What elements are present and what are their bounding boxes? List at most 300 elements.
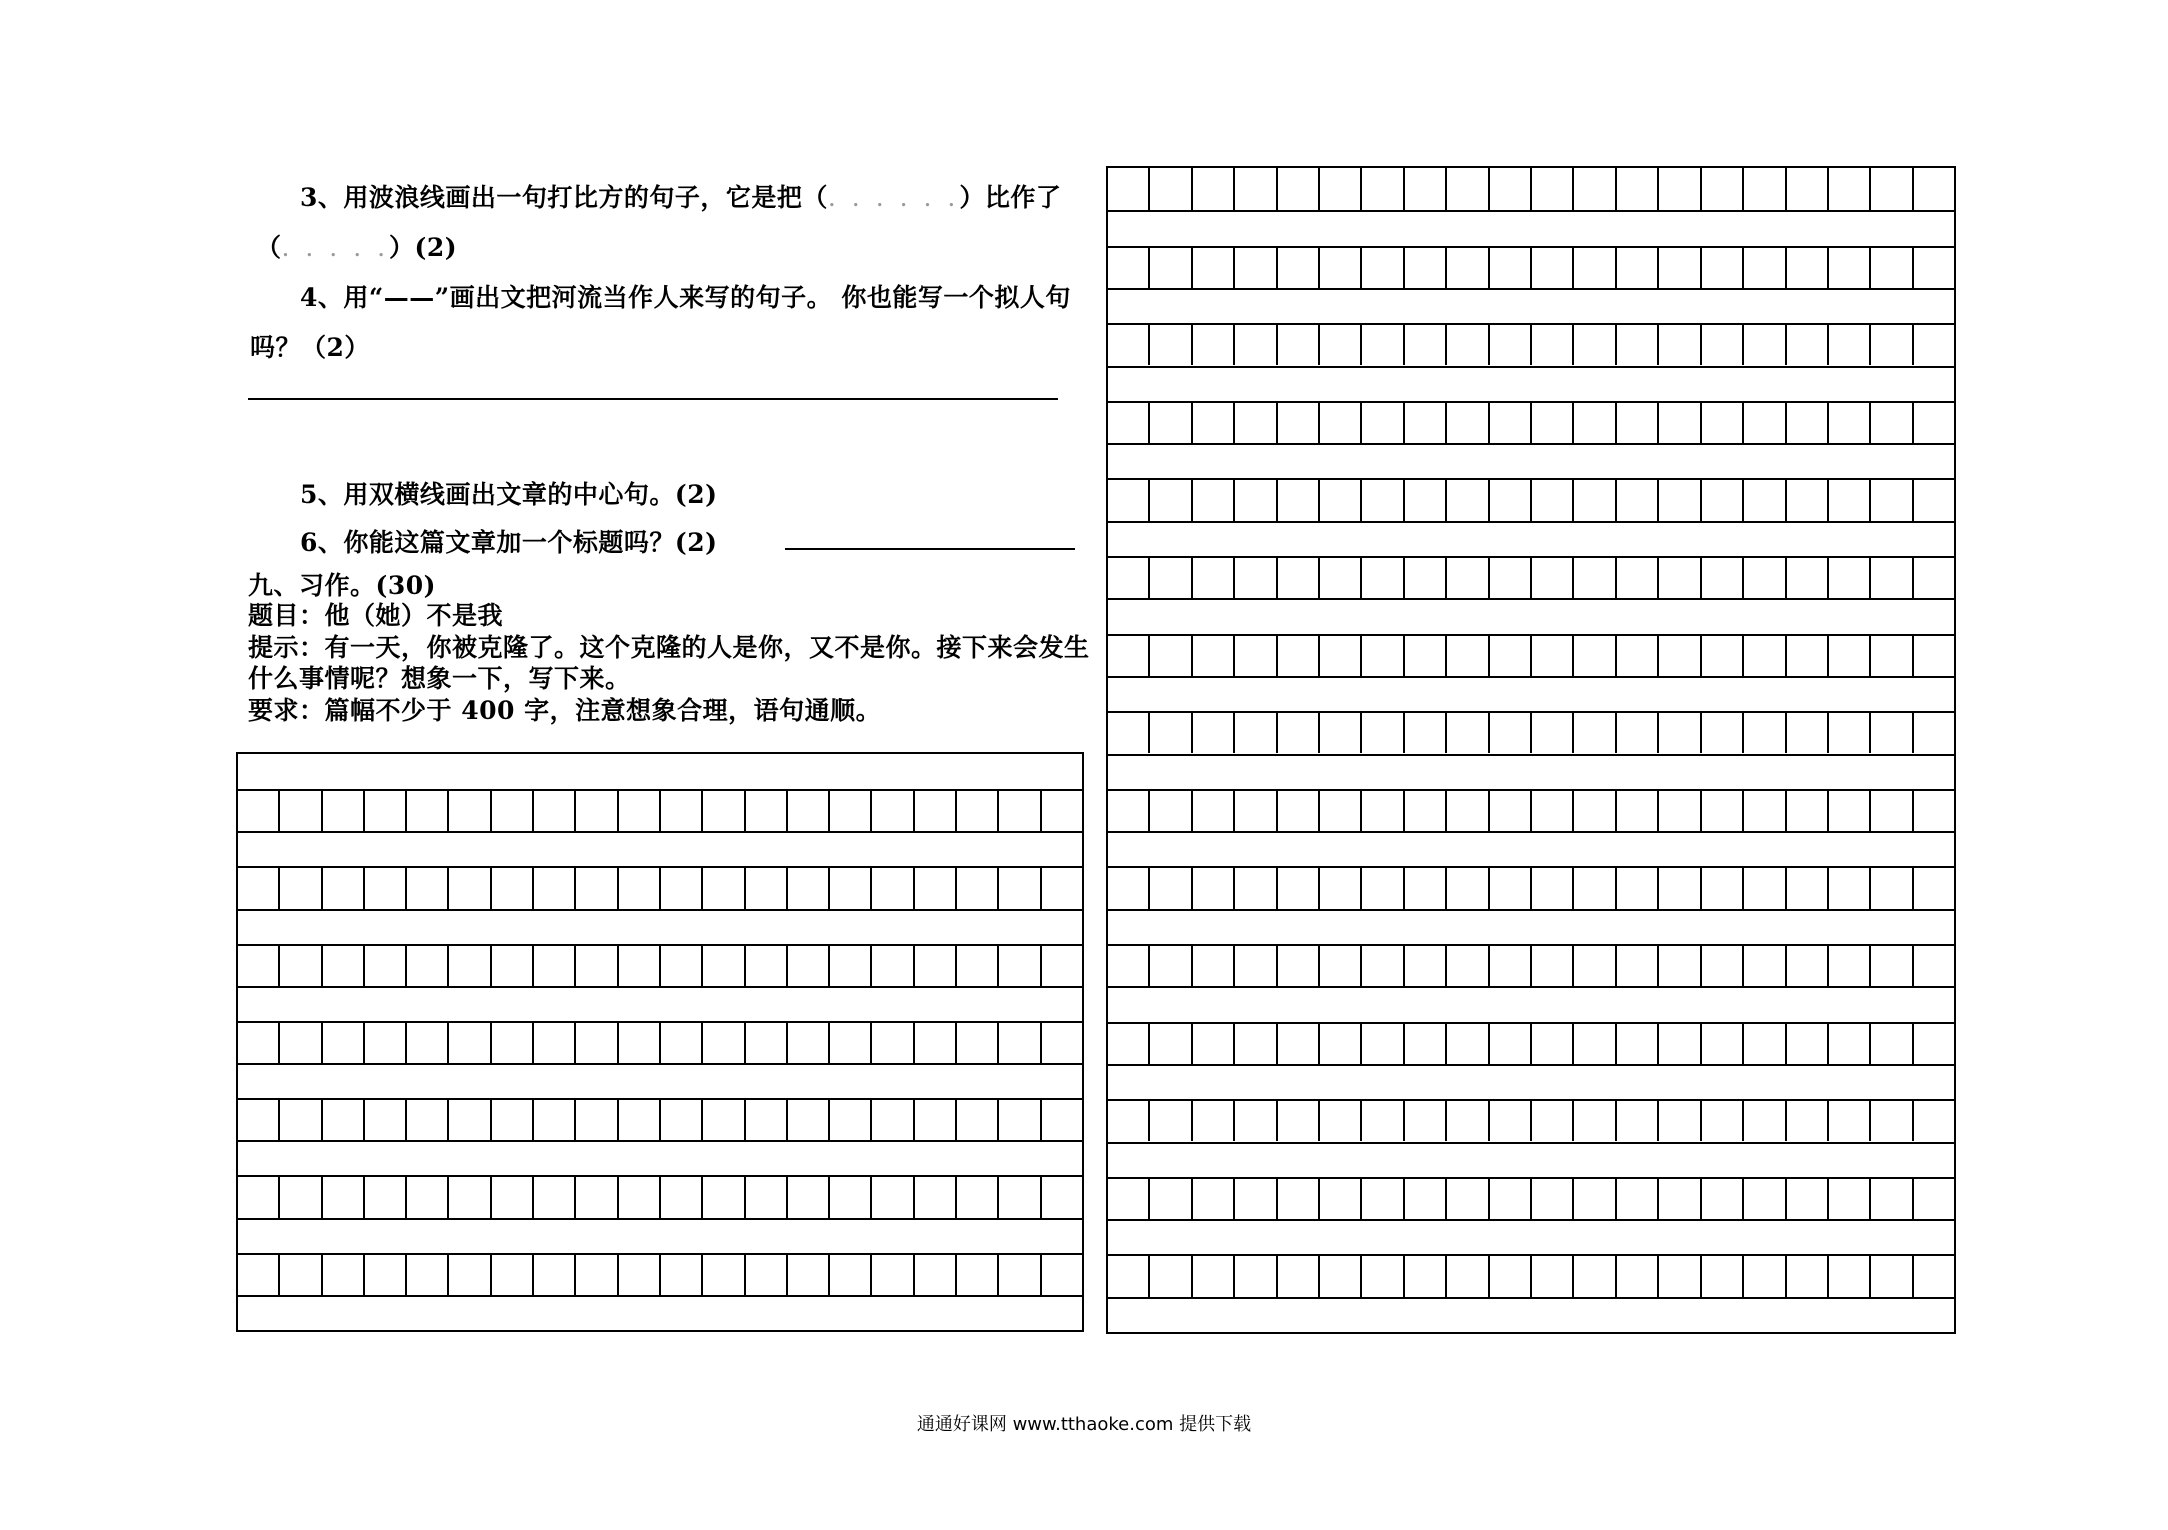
- grid-cell[interactable]: [1787, 401, 1829, 443]
- grid-cell[interactable]: [1659, 1099, 1701, 1141]
- grid-cell[interactable]: [1235, 168, 1277, 210]
- grid-cell[interactable]: [830, 789, 872, 831]
- grid-cell[interactable]: [1108, 1177, 1150, 1219]
- grid-cell[interactable]: [1362, 711, 1404, 753]
- grid-cell[interactable]: [1659, 1254, 1701, 1296]
- grid-cell[interactable]: [1235, 1177, 1277, 1219]
- grid-cell[interactable]: [280, 1021, 322, 1063]
- grid-cell[interactable]: [1574, 168, 1616, 210]
- grid-cell[interactable]: [661, 1098, 703, 1140]
- grid-cell[interactable]: [1362, 1177, 1404, 1219]
- grid-cell[interactable]: [1659, 944, 1701, 986]
- grid-cell[interactable]: [1744, 1099, 1786, 1141]
- grid-cell[interactable]: [1447, 168, 1489, 210]
- grid-cell[interactable]: [1829, 478, 1871, 520]
- grid-cell[interactable]: [788, 1253, 830, 1295]
- grid-cell[interactable]: [1914, 401, 1954, 443]
- grid-cell[interactable]: [1278, 711, 1320, 753]
- grid-cell[interactable]: [746, 789, 788, 831]
- grid-cell[interactable]: [619, 789, 661, 831]
- grid-cell[interactable]: [1871, 1022, 1913, 1064]
- grid-cell[interactable]: [1702, 789, 1744, 831]
- grid-cell[interactable]: [872, 866, 914, 908]
- grid-cell[interactable]: [1702, 1099, 1744, 1141]
- grid-cell[interactable]: [1108, 711, 1150, 753]
- grid-cell[interactable]: [872, 1098, 914, 1140]
- grid-cell[interactable]: [1744, 789, 1786, 831]
- grid-cell[interactable]: [1320, 789, 1362, 831]
- grid-cell[interactable]: [1447, 1099, 1489, 1141]
- grid-cell[interactable]: [661, 1253, 703, 1295]
- grid-cell[interactable]: [576, 1098, 618, 1140]
- grid-cell[interactable]: [1744, 1022, 1786, 1064]
- grid-cell[interactable]: [1362, 634, 1404, 676]
- grid-cell[interactable]: [1744, 401, 1786, 443]
- grid-cell[interactable]: [1744, 1254, 1786, 1296]
- grid-cell[interactable]: [1574, 478, 1616, 520]
- grid-cell[interactable]: [1744, 478, 1786, 520]
- grid-cell[interactable]: [746, 944, 788, 986]
- grid-cell[interactable]: [1574, 711, 1616, 753]
- grid-cell[interactable]: [1405, 789, 1447, 831]
- grid-cell[interactable]: [1042, 1253, 1082, 1295]
- grid-cell[interactable]: [1914, 556, 1954, 598]
- grid-cell[interactable]: [1150, 711, 1192, 753]
- grid-cell[interactable]: [1914, 168, 1954, 210]
- grid-cell[interactable]: [1659, 556, 1701, 598]
- grid-cell[interactable]: [1362, 323, 1404, 365]
- grid-cell[interactable]: [1532, 556, 1574, 598]
- grid-cell[interactable]: [1362, 246, 1404, 288]
- grid-cell[interactable]: [1702, 478, 1744, 520]
- grid-cell[interactable]: [1787, 789, 1829, 831]
- grid-cell[interactable]: [1490, 711, 1532, 753]
- grid-cell[interactable]: [449, 1175, 491, 1217]
- grid-cell[interactable]: [1235, 323, 1277, 365]
- grid-cell[interactable]: [1829, 634, 1871, 676]
- grid-cell[interactable]: [1405, 1254, 1447, 1296]
- grid-cell[interactable]: [492, 1021, 534, 1063]
- grid-cell[interactable]: [1278, 866, 1320, 908]
- grid-cell[interactable]: [915, 789, 957, 831]
- grid-cell[interactable]: [1574, 866, 1616, 908]
- grid-cell[interactable]: [1405, 168, 1447, 210]
- grid-cell[interactable]: [1787, 168, 1829, 210]
- grid-cell[interactable]: [1787, 556, 1829, 598]
- grid-cell[interactable]: [830, 1253, 872, 1295]
- grid-cell[interactable]: [534, 1175, 576, 1217]
- grid-cell[interactable]: [1150, 401, 1192, 443]
- grid-cell[interactable]: [1871, 246, 1913, 288]
- grid-cell[interactable]: [1914, 1022, 1954, 1064]
- grid-cell[interactable]: [238, 1175, 280, 1217]
- grid-cell[interactable]: [1108, 401, 1150, 443]
- grid-cell[interactable]: [915, 944, 957, 986]
- grid-cell[interactable]: [1150, 1254, 1192, 1296]
- grid-cell[interactable]: [1574, 323, 1616, 365]
- grid-cell[interactable]: [1490, 478, 1532, 520]
- grid-cell[interactable]: [1108, 478, 1150, 520]
- grid-cell[interactable]: [1574, 556, 1616, 598]
- grid-cell[interactable]: [1150, 323, 1192, 365]
- grid-cell[interactable]: [1150, 1099, 1192, 1141]
- grid-cell[interactable]: [1914, 711, 1954, 753]
- grid-cell[interactable]: [1829, 711, 1871, 753]
- grid-cell[interactable]: [1193, 866, 1235, 908]
- grid-cell[interactable]: [1532, 789, 1574, 831]
- grid-cell[interactable]: [1193, 1099, 1235, 1141]
- grid-cell[interactable]: [1659, 401, 1701, 443]
- grid-cell[interactable]: [1193, 1022, 1235, 1064]
- grid-cell[interactable]: [1574, 1022, 1616, 1064]
- grid-cell[interactable]: [1574, 1177, 1616, 1219]
- grid-cell[interactable]: [1193, 944, 1235, 986]
- grid-cell[interactable]: [323, 1098, 365, 1140]
- answer-line-q6[interactable]: [785, 548, 1075, 550]
- grid-cell[interactable]: [746, 1253, 788, 1295]
- grid-cell[interactable]: [1108, 556, 1150, 598]
- grid-cell[interactable]: [492, 1098, 534, 1140]
- grid-cell[interactable]: [1405, 944, 1447, 986]
- grid-cell[interactable]: [619, 944, 661, 986]
- grid-cell[interactable]: [1447, 246, 1489, 288]
- grid-cell[interactable]: [1278, 246, 1320, 288]
- grid-cell[interactable]: [788, 1175, 830, 1217]
- grid-cell[interactable]: [1278, 789, 1320, 831]
- grid-cell[interactable]: [1702, 944, 1744, 986]
- grid-cell[interactable]: [788, 1021, 830, 1063]
- grid-cell[interactable]: [1574, 401, 1616, 443]
- grid-cell[interactable]: [746, 1021, 788, 1063]
- grid-cell[interactable]: [999, 1098, 1041, 1140]
- grid-cell[interactable]: [999, 789, 1041, 831]
- grid-cell[interactable]: [1320, 556, 1362, 598]
- grid-cell[interactable]: [1278, 1177, 1320, 1219]
- grid-cell[interactable]: [1829, 1254, 1871, 1296]
- grid-cell[interactable]: [1235, 944, 1277, 986]
- grid-cell[interactable]: [1659, 634, 1701, 676]
- grid-cell[interactable]: [1362, 789, 1404, 831]
- grid-cell[interactable]: [365, 1175, 407, 1217]
- grid-cell[interactable]: [280, 789, 322, 831]
- grid-cell[interactable]: [534, 1253, 576, 1295]
- grid-cell[interactable]: [1871, 1254, 1913, 1296]
- grid-cell[interactable]: [1278, 168, 1320, 210]
- grid-cell[interactable]: [1574, 789, 1616, 831]
- grid-cell[interactable]: [1108, 1022, 1150, 1064]
- grid-cell[interactable]: [1787, 1022, 1829, 1064]
- grid-cell[interactable]: [1617, 478, 1659, 520]
- grid-cell[interactable]: [1829, 866, 1871, 908]
- grid-cell[interactable]: [1532, 944, 1574, 986]
- grid-cell[interactable]: [1362, 866, 1404, 908]
- grid-cell[interactable]: [1744, 711, 1786, 753]
- grid-cell[interactable]: [1829, 168, 1871, 210]
- grid-cell[interactable]: [1829, 1177, 1871, 1219]
- grid-cell[interactable]: [1532, 1099, 1574, 1141]
- grid-cell[interactable]: [576, 944, 618, 986]
- grid-cell[interactable]: [1702, 866, 1744, 908]
- grid-cell[interactable]: [1042, 1021, 1082, 1063]
- grid-cell[interactable]: [407, 1098, 449, 1140]
- grid-cell[interactable]: [1702, 1022, 1744, 1064]
- grid-cell[interactable]: [449, 944, 491, 986]
- grid-cell[interactable]: [1490, 634, 1532, 676]
- grid-cell[interactable]: [619, 1175, 661, 1217]
- grid-cell[interactable]: [1405, 1099, 1447, 1141]
- grid-cell[interactable]: [788, 789, 830, 831]
- grid-cell[interactable]: [280, 1175, 322, 1217]
- answer-line-q4[interactable]: [248, 398, 1058, 400]
- grid-cell[interactable]: [323, 789, 365, 831]
- grid-cell[interactable]: [872, 1175, 914, 1217]
- grid-cell[interactable]: [1871, 556, 1913, 598]
- grid-cell[interactable]: [703, 1253, 745, 1295]
- grid-cell[interactable]: [1871, 401, 1913, 443]
- grid-cell[interactable]: [1150, 246, 1192, 288]
- grid-cell[interactable]: [1447, 944, 1489, 986]
- grid-cell[interactable]: [788, 944, 830, 986]
- grid-cell[interactable]: [1193, 634, 1235, 676]
- writing-grid-right[interactable]: [1106, 166, 1956, 1334]
- grid-cell[interactable]: [661, 944, 703, 986]
- grid-cell[interactable]: [1787, 1099, 1829, 1141]
- grid-cell[interactable]: [1829, 401, 1871, 443]
- grid-cell[interactable]: [1042, 1098, 1082, 1140]
- grid-cell[interactable]: [1320, 866, 1362, 908]
- grid-cell[interactable]: [449, 1253, 491, 1295]
- grid-cell[interactable]: [915, 1175, 957, 1217]
- grid-cell[interactable]: [830, 1175, 872, 1217]
- grid-cell[interactable]: [1871, 866, 1913, 908]
- grid-cell[interactable]: [1193, 168, 1235, 210]
- grid-cell[interactable]: [1447, 711, 1489, 753]
- grid-cell[interactable]: [1532, 1022, 1574, 1064]
- grid-cell[interactable]: [1617, 944, 1659, 986]
- grid-cell[interactable]: [1362, 168, 1404, 210]
- grid-cell[interactable]: [703, 789, 745, 831]
- grid-cell[interactable]: [449, 866, 491, 908]
- grid-cell[interactable]: [1320, 1177, 1362, 1219]
- grid-cell[interactable]: [1532, 323, 1574, 365]
- grid-cell[interactable]: [449, 1021, 491, 1063]
- grid-cell[interactable]: [1042, 789, 1082, 831]
- grid-cell[interactable]: [1787, 478, 1829, 520]
- grid-cell[interactable]: [872, 1253, 914, 1295]
- grid-cell[interactable]: [1490, 1254, 1532, 1296]
- grid-cell[interactable]: [661, 1021, 703, 1063]
- grid-cell[interactable]: [1405, 634, 1447, 676]
- grid-cell[interactable]: [1702, 246, 1744, 288]
- grid-cell[interactable]: [1320, 478, 1362, 520]
- grid-cell[interactable]: [238, 1253, 280, 1295]
- grid-cell[interactable]: [1702, 168, 1744, 210]
- grid-cell[interactable]: [1744, 866, 1786, 908]
- grid-cell[interactable]: [957, 1175, 999, 1217]
- grid-cell[interactable]: [1362, 478, 1404, 520]
- grid-cell[interactable]: [1193, 1177, 1235, 1219]
- grid-cell[interactable]: [1235, 1022, 1277, 1064]
- grid-cell[interactable]: [1278, 1254, 1320, 1296]
- grid-cell[interactable]: [492, 1253, 534, 1295]
- grid-cell[interactable]: [1490, 401, 1532, 443]
- grid-cell[interactable]: [1193, 401, 1235, 443]
- grid-cell[interactable]: [1871, 789, 1913, 831]
- grid-cell[interactable]: [1193, 711, 1235, 753]
- grid-cell[interactable]: [661, 1175, 703, 1217]
- grid-cell[interactable]: [1914, 634, 1954, 676]
- grid-cell[interactable]: [1574, 1254, 1616, 1296]
- grid-cell[interactable]: [1617, 1022, 1659, 1064]
- grid-cell[interactable]: [1193, 789, 1235, 831]
- grid-cell[interactable]: [1320, 168, 1362, 210]
- grid-cell[interactable]: [1787, 323, 1829, 365]
- grid-cell[interactable]: [1405, 1177, 1447, 1219]
- grid-cell[interactable]: [1447, 478, 1489, 520]
- grid-cell[interactable]: [1744, 168, 1786, 210]
- grid-cell[interactable]: [1235, 478, 1277, 520]
- grid-cell[interactable]: [1871, 323, 1913, 365]
- grid-cell[interactable]: [788, 1098, 830, 1140]
- grid-cell[interactable]: [1659, 866, 1701, 908]
- grid-cell[interactable]: [1744, 323, 1786, 365]
- grid-cell[interactable]: [1702, 1177, 1744, 1219]
- grid-cell[interactable]: [999, 866, 1041, 908]
- grid-cell[interactable]: [1702, 1254, 1744, 1296]
- grid-cell[interactable]: [1829, 1099, 1871, 1141]
- grid-cell[interactable]: [1405, 711, 1447, 753]
- grid-cell[interactable]: [1362, 1099, 1404, 1141]
- grid-cell[interactable]: [1787, 944, 1829, 986]
- grid-cell[interactable]: [1362, 556, 1404, 598]
- grid-cell[interactable]: [407, 866, 449, 908]
- grid-cell[interactable]: [492, 866, 534, 908]
- grid-cell[interactable]: [1193, 323, 1235, 365]
- grid-cell[interactable]: [1617, 711, 1659, 753]
- grid-cell[interactable]: [1405, 323, 1447, 365]
- grid-cell[interactable]: [576, 789, 618, 831]
- grid-cell[interactable]: [1278, 323, 1320, 365]
- grid-cell[interactable]: [1108, 323, 1150, 365]
- grid-cell[interactable]: [1744, 1177, 1786, 1219]
- grid-cell[interactable]: [1193, 1254, 1235, 1296]
- grid-cell[interactable]: [1829, 1022, 1871, 1064]
- grid-cell[interactable]: [1532, 634, 1574, 676]
- grid-cell[interactable]: [661, 866, 703, 908]
- grid-cell[interactable]: [1659, 711, 1701, 753]
- grid-cell[interactable]: [1871, 478, 1913, 520]
- grid-cell[interactable]: [1320, 246, 1362, 288]
- grid-cell[interactable]: [1362, 401, 1404, 443]
- grid-cell[interactable]: [1447, 1254, 1489, 1296]
- grid-cell[interactable]: [1744, 556, 1786, 598]
- grid-cell[interactable]: [1278, 634, 1320, 676]
- grid-cell[interactable]: [1574, 1099, 1616, 1141]
- grid-cell[interactable]: [1702, 323, 1744, 365]
- grid-cell[interactable]: [1532, 1177, 1574, 1219]
- grid-cell[interactable]: [830, 1021, 872, 1063]
- grid-cell[interactable]: [365, 789, 407, 831]
- grid-cell[interactable]: [576, 866, 618, 908]
- grid-cell[interactable]: [957, 1253, 999, 1295]
- grid-cell[interactable]: [915, 1021, 957, 1063]
- grid-cell[interactable]: [1617, 1177, 1659, 1219]
- grid-cell[interactable]: [1617, 323, 1659, 365]
- grid-cell[interactable]: [1108, 944, 1150, 986]
- grid-cell[interactable]: [1617, 168, 1659, 210]
- grid-cell[interactable]: [1447, 556, 1489, 598]
- grid-cell[interactable]: [280, 944, 322, 986]
- grid-cell[interactable]: [999, 944, 1041, 986]
- grid-cell[interactable]: [1914, 944, 1954, 986]
- grid-cell[interactable]: [1150, 634, 1192, 676]
- grid-cell[interactable]: [1193, 478, 1235, 520]
- grid-cell[interactable]: [492, 1175, 534, 1217]
- grid-cell[interactable]: [1235, 711, 1277, 753]
- grid-cell[interactable]: [1914, 1177, 1954, 1219]
- grid-cell[interactable]: [1702, 634, 1744, 676]
- grid-cell[interactable]: [1787, 634, 1829, 676]
- grid-cell[interactable]: [1702, 401, 1744, 443]
- grid-cell[interactable]: [1362, 1254, 1404, 1296]
- grid-cell[interactable]: [957, 866, 999, 908]
- grid-cell[interactable]: [365, 1021, 407, 1063]
- grid-cell[interactable]: [323, 944, 365, 986]
- grid-cell[interactable]: [1702, 711, 1744, 753]
- grid-cell[interactable]: [661, 789, 703, 831]
- grid-cell[interactable]: [619, 1253, 661, 1295]
- grid-cell[interactable]: [1405, 246, 1447, 288]
- grid-cell[interactable]: [1447, 1022, 1489, 1064]
- grid-cell[interactable]: [1787, 246, 1829, 288]
- grid-cell[interactable]: [1405, 866, 1447, 908]
- grid-cell[interactable]: [365, 866, 407, 908]
- grid-cell[interactable]: [238, 789, 280, 831]
- grid-cell[interactable]: [1829, 789, 1871, 831]
- grid-cell[interactable]: [1108, 1099, 1150, 1141]
- grid-cell[interactable]: [1278, 1099, 1320, 1141]
- grid-cell[interactable]: [1108, 1254, 1150, 1296]
- grid-cell[interactable]: [1617, 556, 1659, 598]
- grid-cell[interactable]: [1278, 401, 1320, 443]
- grid-cell[interactable]: [1108, 866, 1150, 908]
- grid-cell[interactable]: [1532, 478, 1574, 520]
- grid-cell[interactable]: [1490, 866, 1532, 908]
- grid-cell[interactable]: [1447, 789, 1489, 831]
- grid-cell[interactable]: [323, 1021, 365, 1063]
- grid-cell[interactable]: [1659, 1022, 1701, 1064]
- grid-cell[interactable]: [1490, 323, 1532, 365]
- grid-cell[interactable]: [1914, 866, 1954, 908]
- grid-cell[interactable]: [407, 1253, 449, 1295]
- grid-cell[interactable]: [1490, 789, 1532, 831]
- grid-cell[interactable]: [1447, 1177, 1489, 1219]
- grid-cell[interactable]: [1447, 634, 1489, 676]
- grid-cell[interactable]: [323, 1175, 365, 1217]
- grid-cell[interactable]: [1193, 246, 1235, 288]
- grid-cell[interactable]: [1447, 323, 1489, 365]
- grid-cell[interactable]: [1150, 789, 1192, 831]
- grid-cell[interactable]: [1320, 634, 1362, 676]
- grid-cell[interactable]: [872, 944, 914, 986]
- grid-cell[interactable]: [1659, 323, 1701, 365]
- grid-cell[interactable]: [1787, 1177, 1829, 1219]
- grid-cell[interactable]: [1320, 401, 1362, 443]
- grid-cell[interactable]: [1235, 1099, 1277, 1141]
- grid-cell[interactable]: [1659, 478, 1701, 520]
- grid-cell[interactable]: [1914, 323, 1954, 365]
- grid-cell[interactable]: [1042, 866, 1082, 908]
